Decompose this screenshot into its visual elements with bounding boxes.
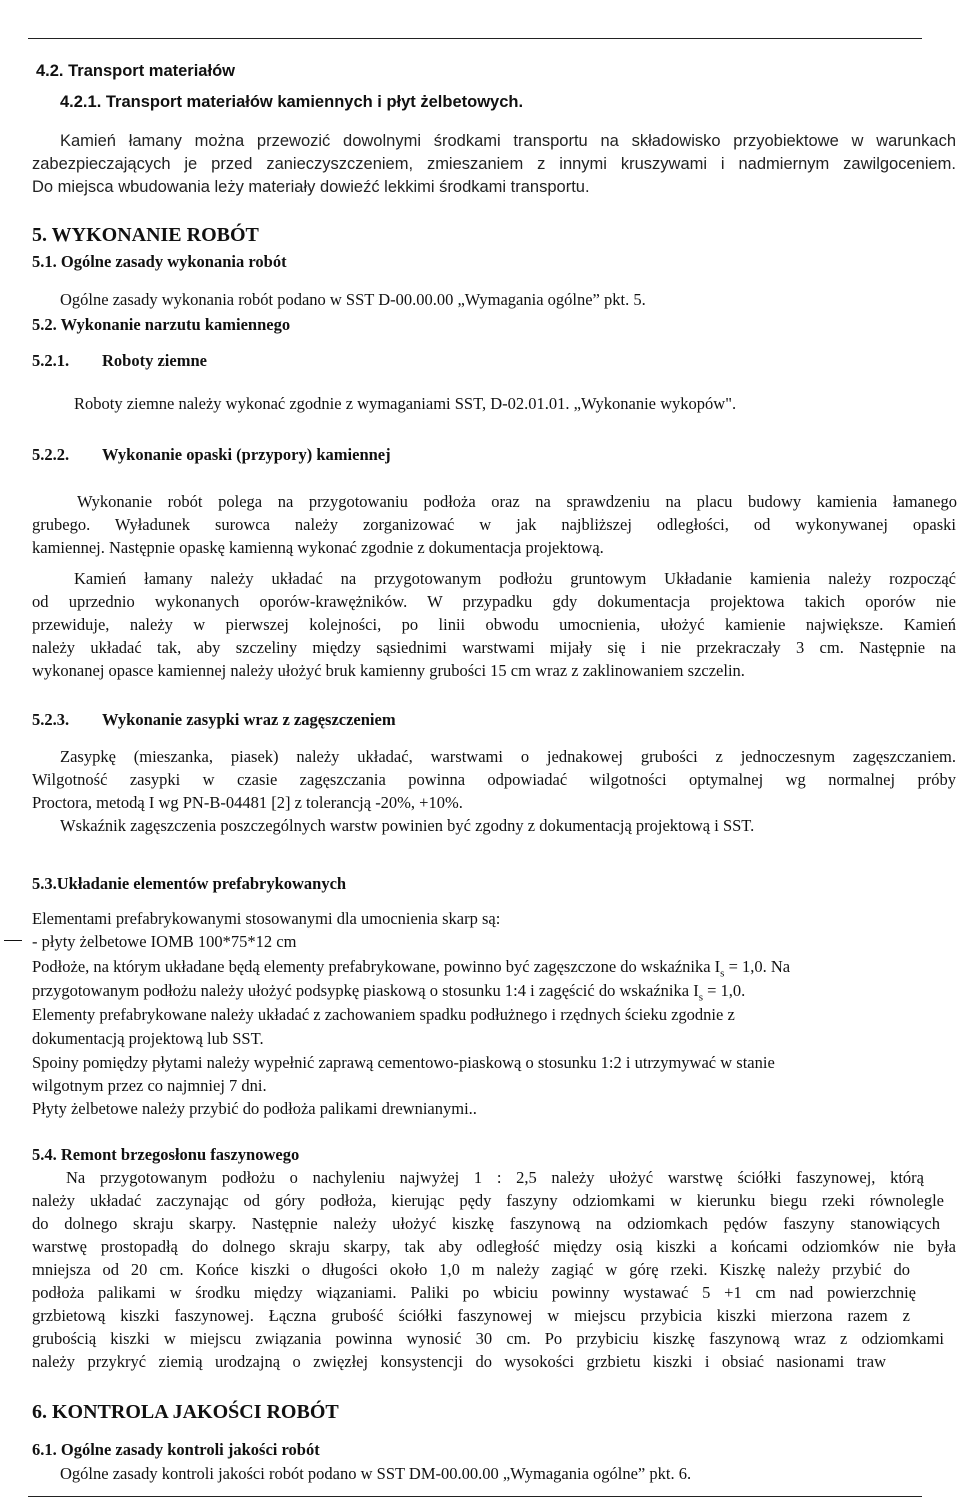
paragraph-5-3-line-4-text: przygotowanym podłożu należy ułożyć podsypkę piaskową o stosunku 1:4 i zagęścić do wskaźnika I xyxy=(32,981,699,1000)
subscript-s-1: s xyxy=(720,967,725,980)
heading-6-1: 6.1. Ogólne zasady kontroli jakości robót xyxy=(32,1440,320,1459)
heading-5-1: 5.1. Ogólne zasady wykonania robót xyxy=(32,252,287,271)
paragraph-5-4-line-9: należy przykryć ziemią urodzajną o zwięzłej konsystencji do wysokości grzbietu kiszki i obsiać nasionami traw xyxy=(32,1352,886,1371)
paragraph-5-2-2b-line-5: wykonanej opasce kamiennej należy ułożyć bruk kamienny grubości 15 cm wraz z zaklinowaniem szczelin. xyxy=(32,661,745,680)
paragraph-transport-line-2: zabezpieczających je przed zanieczyszczeniem, zmieszaniem z innymi kruszywami i nadmiernym zawilgoceniem. xyxy=(32,155,956,173)
bottom-rule xyxy=(28,1496,922,1497)
paragraph-transport-line-1: Kamień łamany można przewozić dowolnymi środkami transportu na składowisko przyobiektowe w warunkach xyxy=(60,132,956,150)
paragraph-5-2-2b-line-3: przewiduje, należy w pierwszej kolejności, po linii obwodu umocnienia, ułożyć kamienie największe. Kamień xyxy=(32,615,956,634)
paragraph-5-3-line-7: Spoiny pomiędzy płytami należy wypełnić zaprawą cementowo-piaskową o stosunku 1:2 i utrzymywać w stanie xyxy=(32,1053,775,1072)
subscript-s-2: s xyxy=(698,991,703,1004)
heading-5-2-1-number: 5.2.1. xyxy=(32,351,70,370)
heading-5-2: 5.2. Wykonanie narzutu kamiennego xyxy=(32,315,291,334)
heading-5-4: 5.4. Remont brzegosłonu faszynowego xyxy=(32,1145,300,1164)
paragraph-5-4-line-6: podłoża palikami w środku między wiązaniami. Paliki po wbiciu powinny wystawać 5 +1 cm nad powierzchnię xyxy=(32,1283,916,1302)
heading-5-2-2-title: Wykonanie opaski (przypory) kamiennej xyxy=(102,445,391,464)
paragraph-5-3-line-1: Elementami prefabrykowanymi stosowanymi dla umocnienia skarp są: xyxy=(32,909,501,928)
paragraph-5-4-line-8: grubością kiszki w miejscu związania powinna wynosić 30 cm. Po przybiciu kiszkę faszynową wraz z odziomkami xyxy=(32,1329,944,1348)
paragraph-5-3-line-3-end: = 1,0. Na xyxy=(724,957,791,976)
paragraph-5-2-2a-line-2: grubego. Wyładunek surowca należy zorganizować w jak najbliższej odległości, od wykonywanej opaski xyxy=(32,515,956,534)
paragraph-5-4-line-2: należy układać zaczynając od góry podłoża, kierując pędy faszyny odziomkami w kierunku biegu rzeki równolegle xyxy=(32,1191,944,1210)
heading-5-2-1 xyxy=(32,350,207,371)
paragraph-5-2-3-line-4: Wskaźnik zagęszczenia poszczególnych warstw powinien być zgodny z dokumentacją projektową i SST. xyxy=(60,816,755,835)
paragraph-5-2-2b-line-4: należy układać tak, aby szczeliny między sąsiednimi warstwami mijały się i nie przekraczały 3 cm. Następnie na xyxy=(32,638,956,657)
heading-6: 6. KONTROLA JAKOŚCI ROBÓT xyxy=(32,1401,339,1423)
heading-5-2-3-number: 5.2.3. xyxy=(32,710,70,729)
paragraph-5-2-2a-line-3: kamiennej. Następnie opaskę kamienną wykonać zgodnie z dokumentacja projektową. xyxy=(32,538,604,557)
top-rule xyxy=(28,38,922,39)
paragraph-5-2-2b-line-2: od uprzednio wykonanych oporów-krawężników. W przypadku gdy dokumentacja projektowa takich oporów nie xyxy=(32,592,956,611)
paragraph-5-3-line-2: - płyty żelbetowe IOMB 100*75*12 cm xyxy=(32,932,297,951)
paragraph-5-1: Ogólne zasady wykonania robót podano w SST D-00.00.00 „Wymagania ogólne” pkt. 5. xyxy=(60,290,646,309)
heading-5: 5. WYKONANIE ROBÓT xyxy=(32,224,259,246)
paragraph-6-1: Ogólne zasady kontroli jakości robót podano w SST DM-00.00.00 „Wymagania ogólne” pkt. 6. xyxy=(60,1464,692,1483)
paragraph-5-3-line-8: wilgotnym przez co najmniej 7 dni. xyxy=(32,1076,267,1095)
paragraph-5-2-3-line-3: Proctora, metodą I wg PN-B-04481 [2] z tolerancją -20%, +10%. xyxy=(32,793,463,812)
paragraph-5-2-2a-line-1: Wykonanie robót polega na przygotowaniu podłoża oraz na sprawdzeniu na placu budowy kamienia łamanego xyxy=(77,492,957,511)
paragraph-5-2-3-line-1: Zasypkę (mieszanka, piasek) należy układać, warstwami o jednakowej grubości z jednoczesnym zagęszczaniem. xyxy=(60,747,956,766)
heading-5-2-2 xyxy=(32,444,391,465)
paragraph-5-4-line-7: grzbietową kiszki faszynowej. Łączna grubość ściółki faszynowej w miejscu przybicia kiszki mierzona razem z xyxy=(32,1306,910,1325)
heading-4-2: 4.2. Transport materiałów xyxy=(36,62,235,80)
paragraph-5-3-line-3-text: Podłoże, na którym układane będą elementy prefabrykowane, powinno być zagęszczone do wskaźnika I xyxy=(32,957,721,976)
heading-4-2-1: 4.2.1. Transport materiałów kamiennych i płyt żelbetowych. xyxy=(60,93,524,111)
heading-5-2-1-title: Roboty ziemne xyxy=(102,351,207,370)
paragraph-transport-line-3: Do miejsca wbudowania leży materiały dowieźć lekkimi środkami transportu. xyxy=(32,178,590,196)
paragraph-5-2-3-line-2: Wilgotność zasypki w czasie zagęszczania powinna odpowiadać wilgotności optymalnej wg normalnej próby xyxy=(32,770,956,789)
paragraph-5-3-line-9: Płyty żelbetowe należy przybić do podłoża palikami drewnianymi.. xyxy=(32,1099,477,1118)
paragraph-5-2-1: Roboty ziemne należy wykonać zgodnie z wymaganiami SST, D-02.01.01. „Wykonanie wykopów". xyxy=(74,394,737,413)
paragraph-5-3-line-4-end: = 1,0. xyxy=(703,981,746,1000)
heading-5-3: 5.3.Układanie elementów prefabrykowanych xyxy=(32,874,347,893)
heading-5-2-3-title: Wykonanie zasypki wraz z zagęszczeniem xyxy=(102,710,396,729)
paragraph-5-2-2b-line-1: Kamień łamany należy układać na przygotowanym podłożu gruntowym Układanie kamienia należy rozpocząć xyxy=(74,569,956,588)
heading-5-2-2-number: 5.2.2. xyxy=(32,445,70,464)
margin-dash xyxy=(4,940,22,941)
paragraph-5-4-line-5: mniejsza od 20 cm. Końce kiszki o długości około 1,0 m należy zagiąć w górę rzeki. Kiszkę należy przybić do xyxy=(32,1260,910,1279)
heading-5-2-3 xyxy=(32,709,396,730)
paragraph-5-3-line-6: dokumentacją projektową lub SST. xyxy=(32,1029,264,1048)
paragraph-5-4-line-4: warstwę prostopadłą do dolnego skraju skarpy, tak aby odległość między osią kiszki a końcami odziomków nie była xyxy=(32,1237,956,1256)
paragraph-5-4-line-3: do dolnego skraju skarpy. Następnie należy ułożyć kiszkę faszynową na odziomkach pędów faszyny stanowiących xyxy=(32,1214,940,1233)
paragraph-5-4-line-1: Na przygotowanym podłożu o nachyleniu najwyżej 1 : 2,5 należy ułożyć warstwę ściółki faszynowej, którą xyxy=(66,1168,924,1187)
paragraph-5-3-line-5: Elementy prefabrykowane należy układać z zachowaniem spadku podłużnego i rzędnych ścieku zgodnie z xyxy=(32,1005,735,1024)
